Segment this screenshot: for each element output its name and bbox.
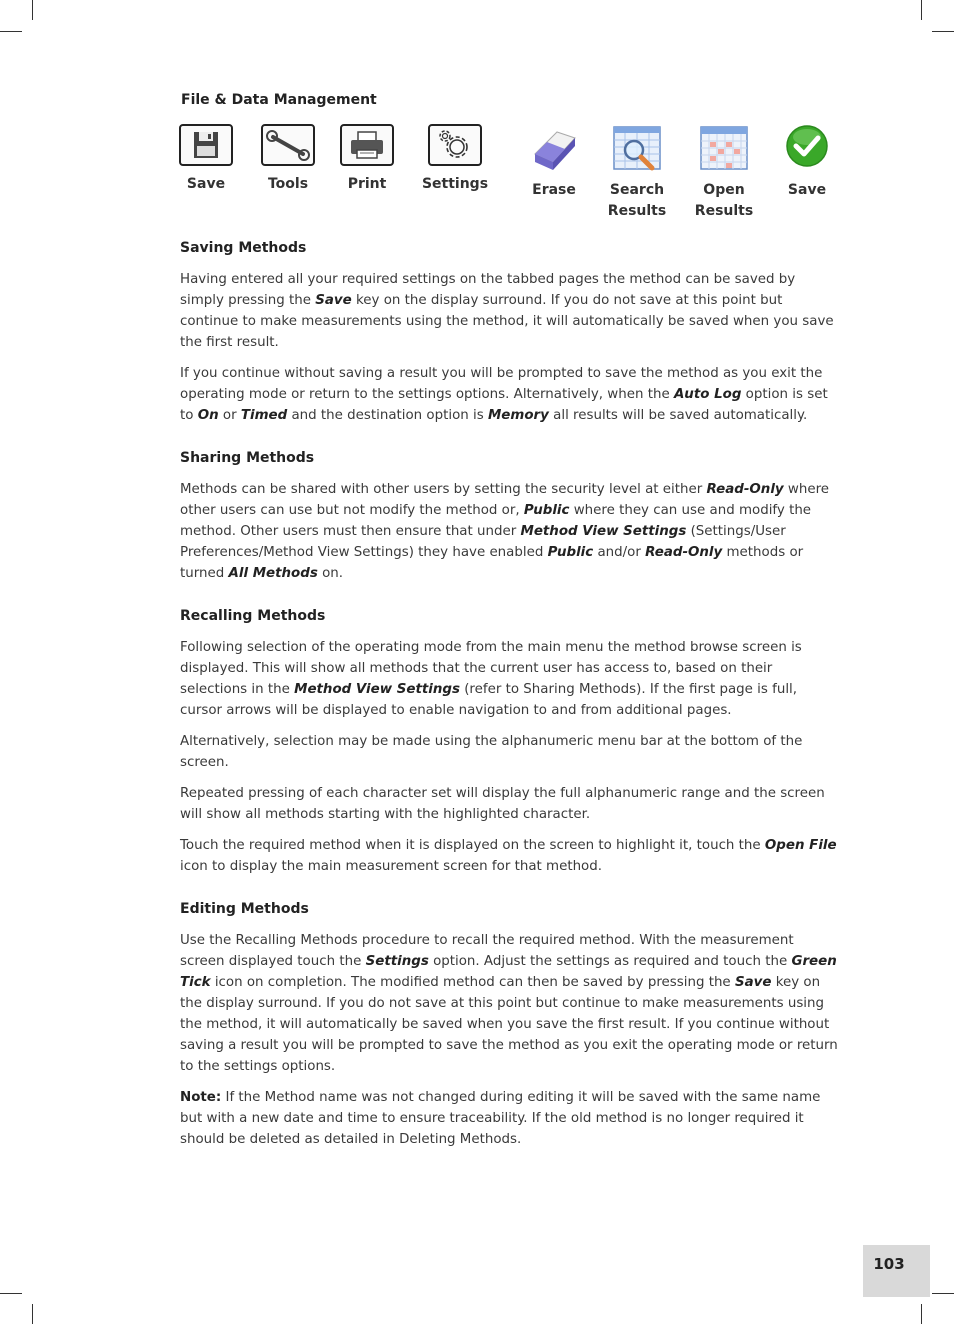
- paragraph: If you continue without saving a result you will be prompted to save the method as you exit the operating mode or return to the settings options. Alternatively, when the Auto Log option is set to On or Timed and the destination option is Memory all results will be saved automatically.: [180, 366, 828, 423]
- settings-gear-icon: [428, 124, 482, 166]
- erase-icon: [527, 124, 581, 172]
- page-number-box: [863, 1245, 930, 1297]
- page-number: 103: [873, 1255, 905, 1273]
- crop-mark: [32, 1304, 33, 1324]
- icon-label-tools: Tools: [267, 176, 309, 192]
- paragraph: Methods can be shared with other users by setting the security level at either Read-Only where other users can use but not modify the method or, Public where they can use and modify the method. Other users must then ensure that under Method View Settings (Settings/User Preferences/Method View Settings) they have enabled Public and/or Read-Only methods or turned All Methods on.: [180, 482, 830, 581]
- icon-item-print: [322, 124, 412, 195]
- icon-item-open-results: [679, 124, 769, 222]
- save-disk-icon: [179, 124, 233, 166]
- heading-sharing-methods: Sharing Methods: [180, 450, 315, 466]
- icon-label-green-tick-save: Save: [787, 182, 827, 198]
- icon-label-erase: Erase: [532, 182, 576, 198]
- green-tick-icon: [785, 124, 829, 168]
- icon-label-search-results: Search Results: [607, 182, 667, 219]
- note-paragraph: Note: If the Method name was not changed during editing it will be saved with the same name but with a new date and time to ensure traceability. If the old method is no longer required it should be deleted as detailed in Deleting Methods.: [180, 1090, 821, 1147]
- crop-mark: [0, 1293, 22, 1294]
- icon-item-erase: [509, 124, 599, 201]
- tools-wrench-icon: [261, 124, 315, 166]
- crop-mark: [921, 0, 922, 20]
- icon-label-save: Save: [186, 176, 226, 192]
- search-results-icon: [610, 124, 664, 172]
- crop-mark: [932, 1293, 954, 1294]
- crop-mark: [932, 31, 954, 32]
- heading-saving-methods: Saving Methods: [180, 240, 307, 256]
- paragraph: Use the Recalling Methods procedure to recall the required method. With the measurement screen displayed touch the Settings option. Adjust the settings as required and touch the Green Tick icon on completion. The modified method can then be saved by pressing the Save key on the display surround. If you do not save at this point but continue to make measurements using the method, it will automatically be saved when you save the first result. If you continue without saving a result you will be prompted to save the method as you exit the operating mode or return to the settings options.: [180, 933, 838, 1074]
- heading-editing-methods: Editing Methods: [180, 901, 309, 917]
- icon-item-save: [161, 124, 251, 195]
- icon-label-settings: Settings: [421, 176, 489, 192]
- icon-item-search-results: [592, 124, 682, 222]
- crop-mark: [921, 1304, 922, 1324]
- paragraph: Alternatively, selection may be made using the alphanumeric menu bar at the bottom of the screen.: [180, 734, 803, 770]
- icon-label-open-results: Open Results: [694, 182, 754, 219]
- paragraph: Touch the required method when it is displayed on the screen to highlight it, touch the Open File icon to display the main measurement screen for that method.: [180, 838, 837, 874]
- heading-recalling-methods: Recalling Methods: [180, 608, 326, 624]
- print-icon: [340, 124, 394, 166]
- icon-item-green-tick-save: [762, 124, 852, 201]
- paragraph: Following selection of the operating mode from the main menu the method browse screen is displayed. This will show all methods that the current user has access to, based on their selections in the Method View Settings (refer to Sharing Methods). If the first page is full, cursor arrows will be displayed to enable navigation to and from additional pages.: [180, 640, 802, 718]
- icon-item-settings: [410, 124, 500, 195]
- paragraph: Having entered all your required settings on the tabbed pages the method can be saved by simply pressing the Save key on the display surround. If you do not save at this point but continue to make measurements using the method, it will automatically be saved when you save the first result.: [180, 272, 834, 350]
- paragraph: Repeated pressing of each character set will display the full alphanumeric range and the screen will show all methods starting with the highlighted character.: [180, 786, 825, 822]
- crop-mark: [32, 0, 33, 20]
- crop-mark: [0, 31, 22, 32]
- icon-legend: [0, 124, 954, 224]
- section-title: File & Data Management: [181, 92, 377, 108]
- document-body: [180, 238, 842, 1160]
- icon-label-print: Print: [347, 176, 387, 192]
- icon-item-tools: [243, 124, 333, 195]
- open-results-icon: [697, 124, 751, 172]
